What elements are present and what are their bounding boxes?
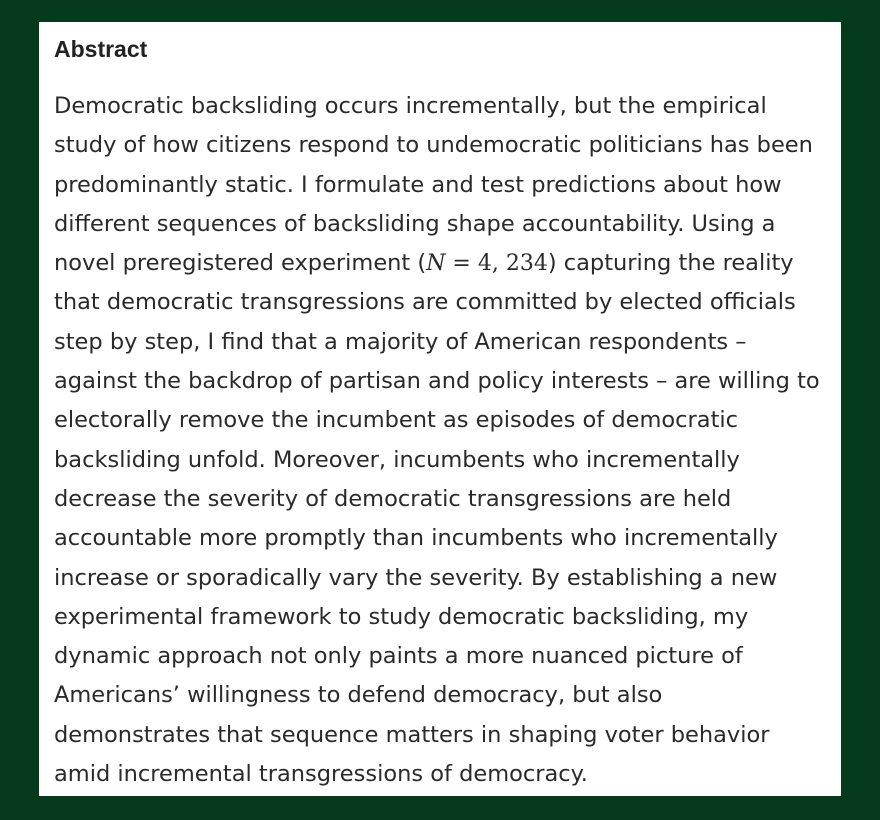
abstract-line: study of how citizens respond to undemocratic politicians has been [54, 132, 813, 159]
abstract-line: demonstrates that sequence matters in shaping voter behavior [54, 721, 770, 748]
abstract-line: increase or sporadically vary the severity. By establishing a new [54, 564, 778, 591]
abstract-body [54, 87, 841, 794]
abstract-line: step by step, I find that a majority of American respondents – [54, 328, 747, 355]
formula-variable: N [426, 251, 446, 277]
abstract-line-part: novel preregistered experiment ( [54, 250, 427, 277]
abstract-line: predominantly static. I formulate and test predictions about how [54, 171, 782, 198]
formula-value: 4, 234 [477, 251, 548, 277]
abstract-line-part: ) capturing the reality [547, 250, 794, 277]
abstract-line: different sequences of backsliding shape accountability. Using a [54, 210, 776, 237]
abstract-heading: Abstract [54, 36, 148, 62]
formula-equals: = [445, 251, 478, 277]
abstract-line-with-math [54, 244, 841, 283]
sample-size-formula [426, 251, 548, 276]
abstract-line: electorally remove the incumbent as episodes of democratic [54, 407, 739, 434]
abstract-panel [39, 22, 841, 796]
abstract-line: accountable more promptly than incumbents who incrementally [54, 525, 778, 552]
abstract-line: backsliding unfold. Moreover, incumbents who incrementally [54, 446, 740, 473]
abstract-line: amid incremental transgressions of democracy. [54, 761, 588, 788]
abstract-line: Democratic backsliding occurs incrementally, but the empirical [54, 93, 767, 119]
abstract-line: experimental framework to study democratic backsliding, my [54, 603, 749, 630]
abstract-line: that democratic transgressions are committed by elected officials [54, 289, 796, 316]
abstract-line: decrease the severity of democratic transgressions are held [54, 485, 732, 512]
abstract-line: against the backdrop of partisan and policy interests – are willing to [54, 368, 820, 395]
abstract-line: Americans’ willingness to defend democracy, but also [54, 682, 663, 709]
abstract-line: dynamic approach not only paints a more nuanced picture of [54, 643, 743, 670]
